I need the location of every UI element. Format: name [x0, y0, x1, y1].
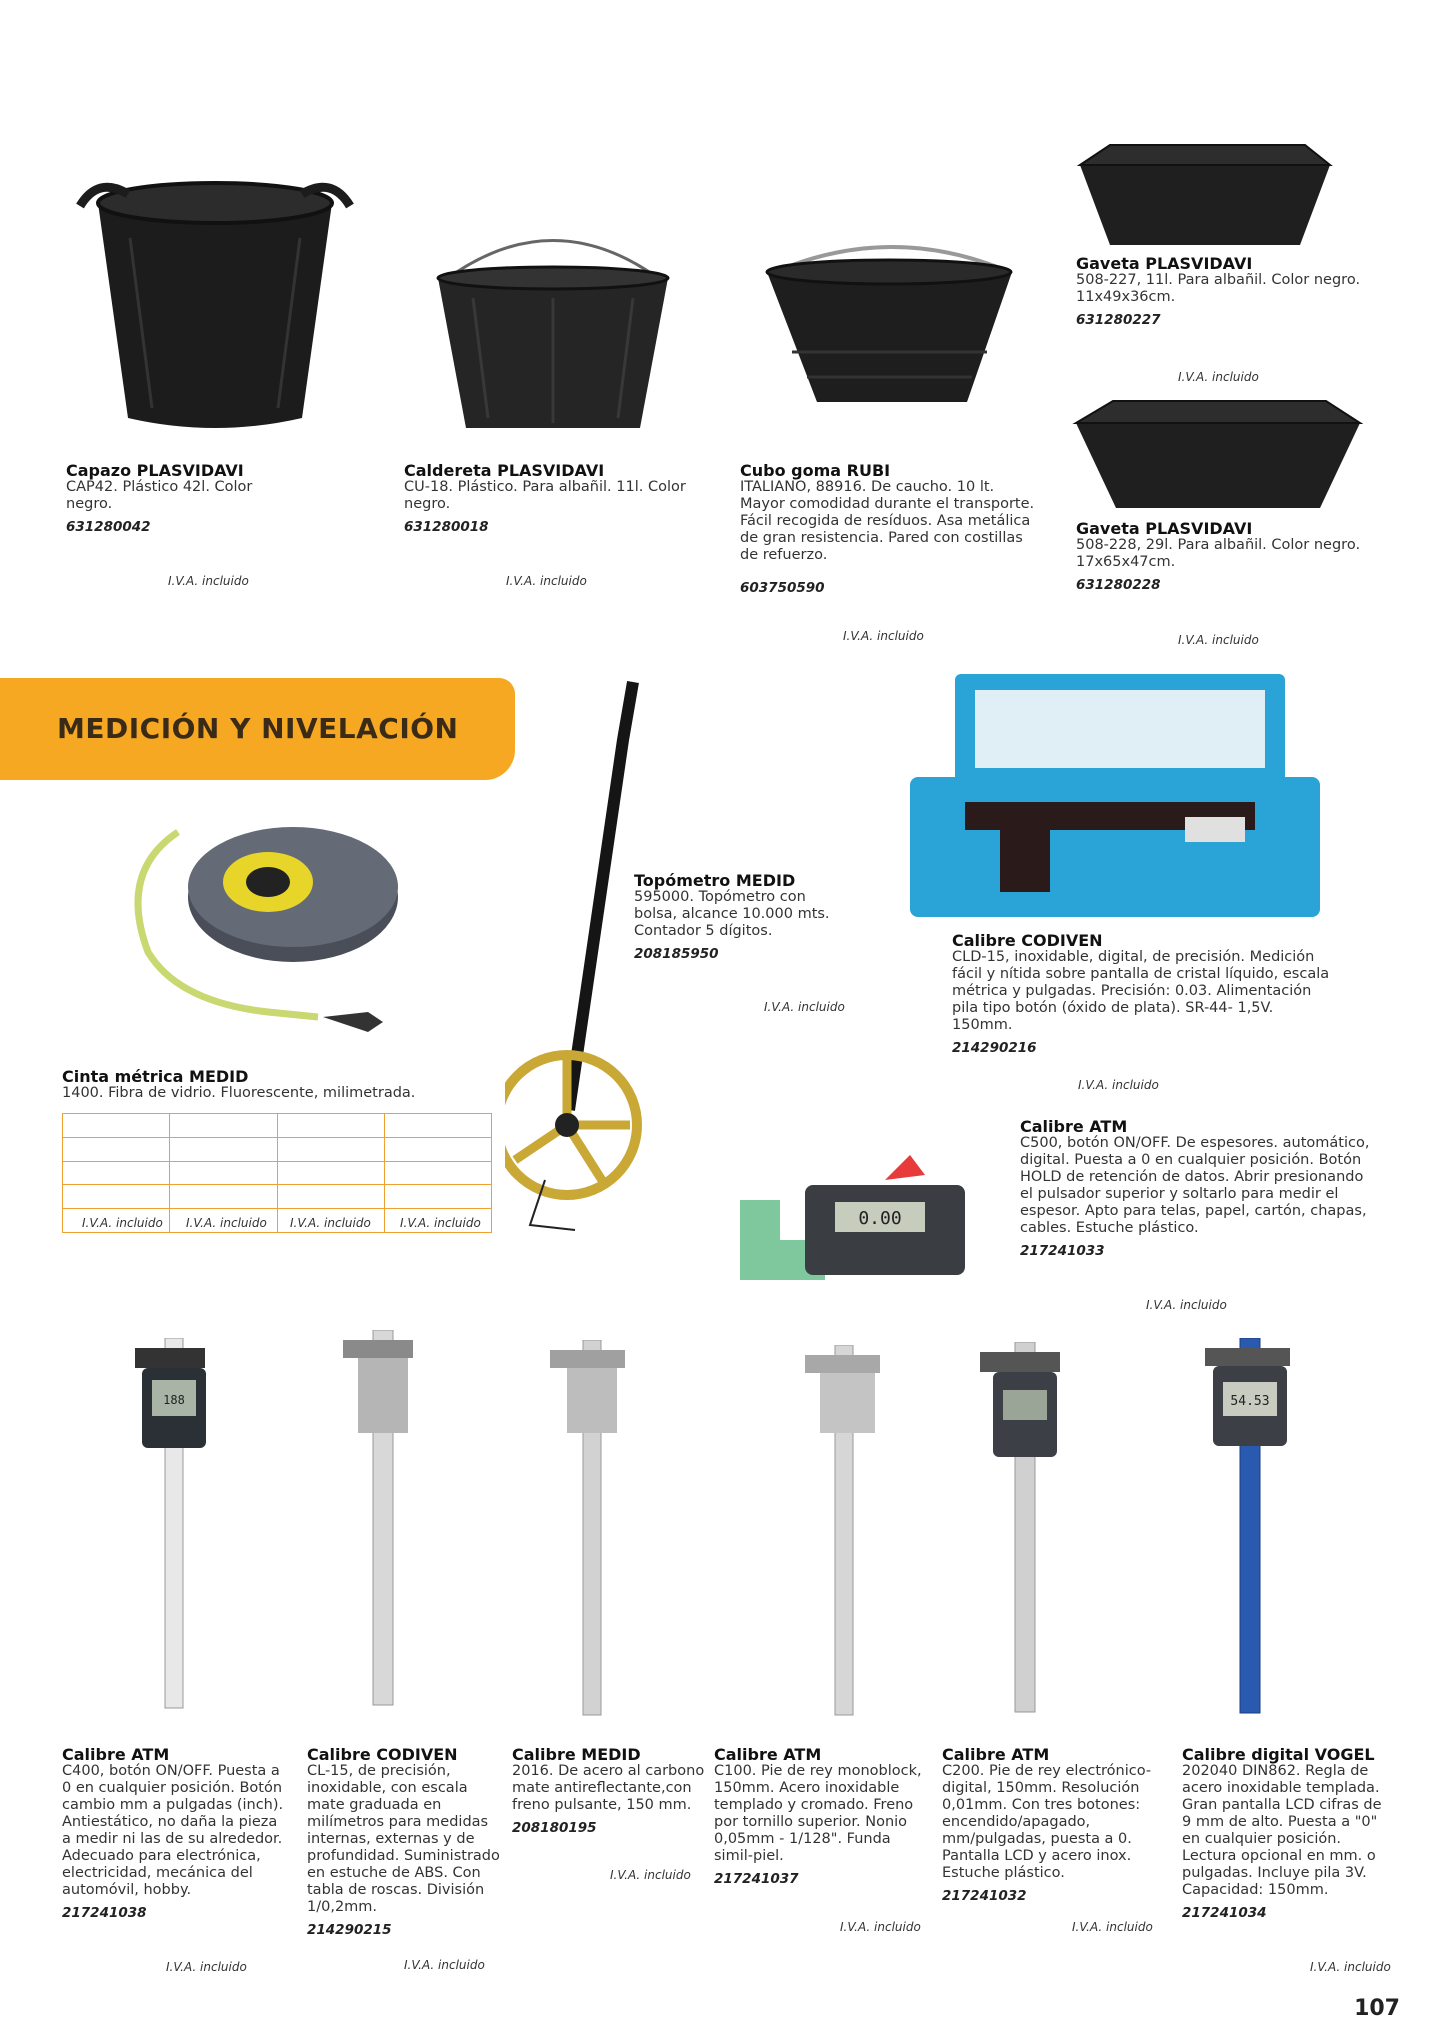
product-desc: CL-15, de precisión, inoxidable, con escala mate graduada en milímetros para medidas internas, externas y de profundidad. Suministrado en estuche de ABS. Con tabla de roscas. División 1/0,2mm.: [307, 1763, 500, 1915]
iva-label: I.V.A. incluido: [764, 1000, 845, 1014]
product-code: 208180195: [512, 1820, 597, 1836]
product-desc: 508-228, 29l. Para albañil. Color negro. 17x65x47cm.: [1076, 537, 1361, 570]
product-name: Caldereta PLASVIDAVI: [404, 461, 605, 480]
product-desc: 1400. Fibra de vidrio. Fluorescente, milimetrada.: [62, 1085, 416, 1101]
product-desc: C200. Pie de rey electrónico-digital, 150mm. Resolución 0,01mm. Con tres botones: encendido/apagado, mm/pulgadas, puesta a 0. Pantalla LCD y acero inox. Estuche plástico.: [942, 1763, 1152, 1881]
product-code: 217241032: [942, 1888, 1027, 1904]
product-calibre-vogel: [1182, 1746, 1387, 1922]
product-name: Calibre ATM: [714, 1745, 822, 1764]
product-gaveta-228: [1076, 520, 1376, 594]
iva-label: I.V.A. incluido: [1310, 1960, 1391, 1974]
iva-label: I.V.A. incluido: [1178, 633, 1259, 647]
section-banner: [0, 678, 515, 780]
product-desc: ITALIANO, 88916. De caucho. 10 lt. Mayor comodidad durante el transporte. Fácil recogida de resíduos. Asa metálica de gran resistencia. Pared con costillas de refuerzo.: [740, 479, 1035, 563]
product-desc: CU-18. Plástico. Para albañil. 11l. Color negro.: [404, 479, 686, 512]
product-calibre-atm-c400: [62, 1746, 287, 1922]
product-name: Cubo goma RUBI: [740, 461, 891, 480]
calibre-codiven-cl15-image: [338, 1330, 428, 1710]
product-name: Calibre CODIVEN: [307, 1745, 458, 1764]
product-name: Gaveta PLASVIDAVI: [1076, 519, 1253, 538]
calibre-atm-c500-image: [735, 1150, 975, 1285]
lcd-display: 188: [163, 1393, 185, 1407]
product-code: 631280042: [66, 519, 151, 535]
product-calibre-atm-c100: [714, 1746, 924, 1888]
iva-label: I.V.A. incluido: [290, 1216, 371, 1230]
gaveta-227-image: [1070, 140, 1340, 255]
product-name: Calibre digital VOGEL: [1182, 1745, 1375, 1764]
product-desc: C400, botón ON/OFF. Puesta a 0 en cualquier posición. Botón cambio mm a pulgadas (inch). Antiestático, no daña la pieza a medir ni las de su alrededor. Adecuado para electrónica, electricidad, mecánica del automóvil, hobby.: [62, 1763, 284, 1898]
product-code: 631280018: [404, 519, 489, 535]
cinta-metrica-image: [118, 812, 408, 1052]
lcd-display: 0.00: [858, 1208, 902, 1229]
section-title: MEDICIÓN Y NIVELACIÓN: [57, 712, 459, 745]
calibre-atm-c100-image: [800, 1345, 890, 1720]
iva-label: I.V.A. incluido: [1146, 1298, 1227, 1312]
caldereta-image: [418, 238, 688, 438]
product-caldereta: [404, 462, 694, 536]
product-topometro: [634, 872, 834, 963]
product-name: Cinta métrica MEDID: [62, 1067, 249, 1086]
iva-label: I.V.A. incluido: [168, 574, 249, 588]
capazo-image: [70, 168, 360, 438]
product-capazo: [66, 462, 266, 536]
iva-label: I.V.A. incluido: [843, 629, 924, 643]
product-code: 603750590: [740, 580, 825, 596]
product-desc: CAP42. Plástico 42l. Color negro.: [66, 479, 253, 512]
iva-label: I.V.A. incluido: [840, 1920, 921, 1934]
product-calibre-codiven-digital: [952, 932, 1332, 1057]
product-calibre-atm-c200: [942, 1746, 1167, 1905]
product-name: Calibre ATM: [942, 1745, 1050, 1764]
product-code: 217241038: [62, 1905, 147, 1921]
product-desc: 202040 DIN862. Regla de acero inoxidable templada. Gran pantalla LCD cifras de 9 mm de alto. Puesta a "0" en cualquier posición. Lectura opcional en mm. o pulgadas. Incluye pila 3V. Capacidad: 150mm.: [1182, 1763, 1382, 1898]
product-desc: 595000. Topómetro con bolsa, alcance 10.000 mts. Contador 5 dígitos.: [634, 889, 830, 939]
iva-label: I.V.A. incluido: [1072, 1920, 1153, 1934]
product-code: 214290216: [952, 1040, 1037, 1056]
product-code: 217241037: [714, 1871, 799, 1887]
iva-label: I.V.A. incluido: [404, 1958, 485, 1972]
calibre-atm-c400-image: [130, 1338, 220, 1718]
product-name: Capazo PLASVIDAVI: [66, 461, 244, 480]
iva-label: I.V.A. incluido: [1178, 370, 1259, 384]
product-name: Calibre ATM: [62, 1745, 170, 1764]
product-calibre-codiven-cl15: [307, 1746, 507, 1939]
calibre-atm-c200-image: [975, 1342, 1075, 1717]
iva-label: I.V.A. incluido: [400, 1216, 481, 1230]
product-code: 208185950: [634, 946, 719, 962]
product-calibre-atm-c500: [1020, 1118, 1370, 1260]
iva-label: I.V.A. incluido: [166, 1960, 247, 1974]
iva-label: I.V.A. incluido: [1078, 1078, 1159, 1092]
product-cubo-goma: [740, 462, 1040, 597]
product-code: 631280228: [1076, 577, 1161, 593]
product-desc: C100. Pie de rey monoblock, 150mm. Acero inoxidable templado y cromado. Freno por tornillo superior. Nonio 0,05mm - 1/128". Funda simil-piel.: [714, 1763, 922, 1864]
calibre-vogel-image: [1195, 1338, 1305, 1718]
product-name: Calibre CODIVEN: [952, 931, 1103, 950]
calibre-medid-image: [545, 1340, 635, 1720]
product-desc: C500, botón ON/OFF. De espesores. automático, digital. Puesta a 0 en cualquier posición. Botón HOLD de retención de datos. Abrir presionando el pulsador superior y soltarlo para medir el espesor. Apto para telas, papel, cartón, chapas, cables. Estuche plástico.: [1020, 1135, 1370, 1236]
product-desc: 2016. De acero al carbono mate antireflectante,con freno pulsante, 150 mm.: [512, 1763, 705, 1813]
product-name: Topómetro MEDID: [634, 871, 796, 890]
product-cinta-metrica: [62, 1068, 462, 1102]
product-name: Calibre MEDID: [512, 1745, 641, 1764]
product-desc: CLD-15, inoxidable, digital, de precisión. Medición fácil y nítida sobre pantalla de cristal líquido, escala métrica y pulgadas. Precisión: 0.03. Alimentación pila tipo botón (óxido de plata). SR-44- 1,5V. 150mm.: [952, 949, 1330, 1033]
product-desc: 508-227, 11l. Para albañil. Color negro. 11x49x36cm.: [1076, 272, 1361, 305]
product-calibre-medid: [512, 1746, 712, 1837]
product-code: 217241033: [1020, 1243, 1105, 1259]
iva-label: I.V.A. incluido: [186, 1216, 267, 1230]
product-gaveta-227: [1076, 255, 1376, 329]
calibre-codiven-case-image: [905, 672, 1325, 922]
product-code: 631280227: [1076, 312, 1161, 328]
cubo-goma-image: [752, 242, 1027, 412]
product-name: Gaveta PLASVIDAVI: [1076, 254, 1253, 273]
iva-label: I.V.A. incluido: [82, 1216, 163, 1230]
iva-label: I.V.A. incluido: [610, 1868, 691, 1882]
iva-label: I.V.A. incluido: [506, 574, 587, 588]
gaveta-228-image: [1068, 398, 1368, 516]
product-name: Calibre ATM: [1020, 1117, 1128, 1136]
page-number: 107: [1354, 1996, 1400, 2021]
product-code: 217241034: [1182, 1905, 1267, 1921]
product-code: 214290215: [307, 1922, 392, 1938]
price-table: [62, 1113, 492, 1233]
lcd-display: 54.53: [1230, 1394, 1270, 1409]
